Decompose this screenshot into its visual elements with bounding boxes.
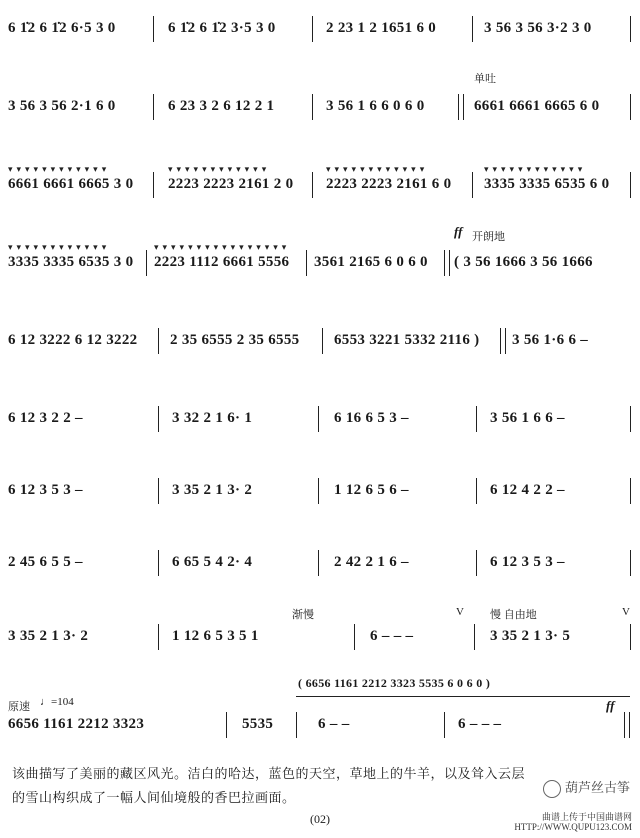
score-row-5	[0, 316, 640, 386]
bar-line	[318, 478, 319, 504]
bar-line	[312, 94, 313, 120]
yuansu-mark: 原速	[8, 701, 30, 713]
breath-mark: V	[622, 606, 630, 618]
bar: 3 35 2 1 3· 2	[8, 628, 89, 644]
bar: 3 56 1·6 6 –	[512, 332, 589, 348]
wechat-icon	[543, 780, 561, 798]
watermark: 曲谱上传于中国曲谱网 HTTP://WWW.QUPU123.COM	[514, 812, 632, 832]
bar: 2 35 6555 2 35 6555	[170, 332, 300, 348]
bar: 6661 6661 6665 6 0	[474, 98, 600, 114]
bar: 5535	[242, 716, 274, 732]
score-row-6	[0, 394, 640, 464]
bar-line	[474, 624, 475, 650]
kailang-mark: 开朗地	[472, 231, 505, 243]
bar-line	[158, 478, 159, 504]
bar-line	[153, 94, 154, 120]
bar: 6 12 3 5 3 –	[8, 482, 83, 498]
description-line-2: 的雪山构织成了一幅人间仙境般的香巴拉画面。	[12, 790, 296, 805]
bar-line	[158, 406, 159, 432]
bar: 2 42 2 1 6 –	[334, 554, 409, 570]
bar-line	[153, 172, 154, 198]
score-row-4: ▾▾▾▾▾▾▾▾▾▾▾▾ 3335 3335 6535 3 0 ▾▾▾▾▾▾▾▾▾▾▾▾▾▾▾▾ 2223 1112 6661 5556 3561 2165 6 0 6 0 ff 开朗地 ( 3 56 1666 3 56 1666	[0, 238, 640, 308]
bar-line	[630, 94, 631, 120]
bar-line	[153, 16, 154, 42]
bar: 3 56 1 6 6 0 6 0	[326, 98, 425, 114]
bar: 1 12 6 5 6 –	[334, 482, 409, 498]
bar: 6661 6661 6665 3 0	[8, 176, 134, 192]
score-row-3: ▾▾▾▾▾▾▾▾▾▾▾▾ 6661 6661 6665 3 0 ▾▾▾▾▾▾▾▾▾▾▾▾ 2223 2223 2161 2 0 ▾▾▾▾▾▾▾▾▾▾▾▾ 2223 2223 2161 6 0 ▾▾▾▾▾▾▾▾▾▾▾▾ 3335 3335 6535 6 0	[0, 160, 640, 230]
bar: 1 12 6 5 3 5 1	[172, 628, 259, 644]
bar: 3 32 2 1 6· 1	[172, 410, 253, 426]
bar-line	[296, 712, 297, 738]
bar: 3 56 3 56 2·1 6 0	[8, 98, 116, 114]
bar-line	[444, 712, 445, 738]
bar-line	[318, 406, 319, 432]
bar-line	[630, 550, 631, 576]
bar-line	[318, 550, 319, 576]
description-paragraph	[12, 762, 532, 810]
bar-line	[306, 250, 307, 276]
bar: 3561 2165 6 0 6 0	[314, 254, 428, 270]
bar: 2 45 6 5 5 –	[8, 554, 83, 570]
score-row-10	[0, 690, 640, 760]
bar: ( 3 56 1666 3 56 1666	[454, 254, 593, 270]
final-bar-line	[624, 712, 630, 738]
double-bar-line	[458, 94, 464, 120]
bar-line	[630, 16, 631, 42]
bar: 3335 3335 6535 3 0	[8, 254, 134, 270]
bracket-notes: ( 6656 1161 2212 3323 5535 6 0 6 0 )	[298, 676, 491, 690]
bar-line	[354, 624, 355, 650]
bar: 6656 1161 2212 3323	[8, 716, 145, 732]
page-number: (02)	[310, 812, 330, 826]
bar: 6 12 3222 6 12 3222	[8, 332, 138, 348]
score-row-1	[0, 4, 640, 74]
bar: 2223 2223 2161 6 0	[326, 176, 452, 192]
description-line-1: 该曲描写了美丽的藏区风光。洁白的哈达，蓝色的天空，草地上的牛羊，以及耸入云层	[12, 766, 526, 781]
bar: 6 12 3 2 2 –	[8, 410, 83, 426]
bar: 3 56 1 6 6 –	[490, 410, 565, 426]
man-ziyou-mark: 慢 自由地	[490, 609, 537, 621]
bar-line	[630, 172, 631, 198]
bar-line	[158, 550, 159, 576]
double-bar-line	[500, 328, 506, 354]
bar-line	[630, 406, 631, 432]
dan-tu-mark: 单吐	[474, 73, 496, 85]
score-row-8	[0, 538, 640, 608]
bar: 6 – –	[318, 716, 350, 732]
bar: 6 12 3 5 3 –	[490, 554, 565, 570]
ff-mark: ff	[454, 224, 463, 239]
bar-line	[146, 250, 147, 276]
bar-line	[472, 172, 473, 198]
bar-line	[476, 406, 477, 432]
bar: 3 35 2 1 3· 5	[490, 628, 571, 644]
bar-line	[226, 712, 227, 738]
bar: 6 23 3 2 6 12 2 1	[168, 98, 275, 114]
double-bar-line	[444, 250, 450, 276]
bar-line	[472, 16, 473, 42]
bar: 2 23 1 2 1651 6 0	[326, 20, 437, 36]
bar: 6 – – –	[370, 628, 414, 644]
bar: 2223 2223 2161 2 0	[168, 176, 294, 192]
bar: 6 65 5 4 2· 4	[172, 554, 253, 570]
bar: 6 – – –	[458, 716, 502, 732]
jianman-mark: 渐慢	[292, 609, 314, 621]
tempo-mark: ♩=104	[40, 696, 74, 708]
ff-end-mark: ff	[606, 698, 615, 713]
bar-line	[322, 328, 323, 354]
bar-line	[312, 16, 313, 42]
bar-line	[476, 478, 477, 504]
score-row-2	[0, 73, 640, 152]
bar-line	[312, 172, 313, 198]
bar: 6 1̇2 6 1̇2 3·5 3 0	[168, 20, 276, 36]
bar: 2223 1112 6661 5556	[154, 254, 290, 270]
bar: 3 35 2 1 3· 2	[172, 482, 253, 498]
bar: 3 56 3 56 3·2 3 0	[484, 20, 592, 36]
score-row-7	[0, 466, 640, 536]
watermark-badge: 葫芦丝古筝	[543, 777, 630, 798]
bar: 3335 3335 6535 6 0	[484, 176, 610, 192]
bar-line	[630, 478, 631, 504]
bar-line	[158, 624, 159, 650]
breath-mark: V	[456, 606, 464, 618]
bar: 6 16 6 5 3 –	[334, 410, 409, 426]
bar: 6 12 4 2 2 –	[490, 482, 565, 498]
bar-line	[630, 624, 631, 650]
bar-line	[158, 328, 159, 354]
bar: 6 1̇2 6 1̇2 6·5 3 0	[8, 20, 116, 36]
bar-line	[476, 550, 477, 576]
bar: 6553 3221 5332 2116 )	[334, 332, 480, 348]
